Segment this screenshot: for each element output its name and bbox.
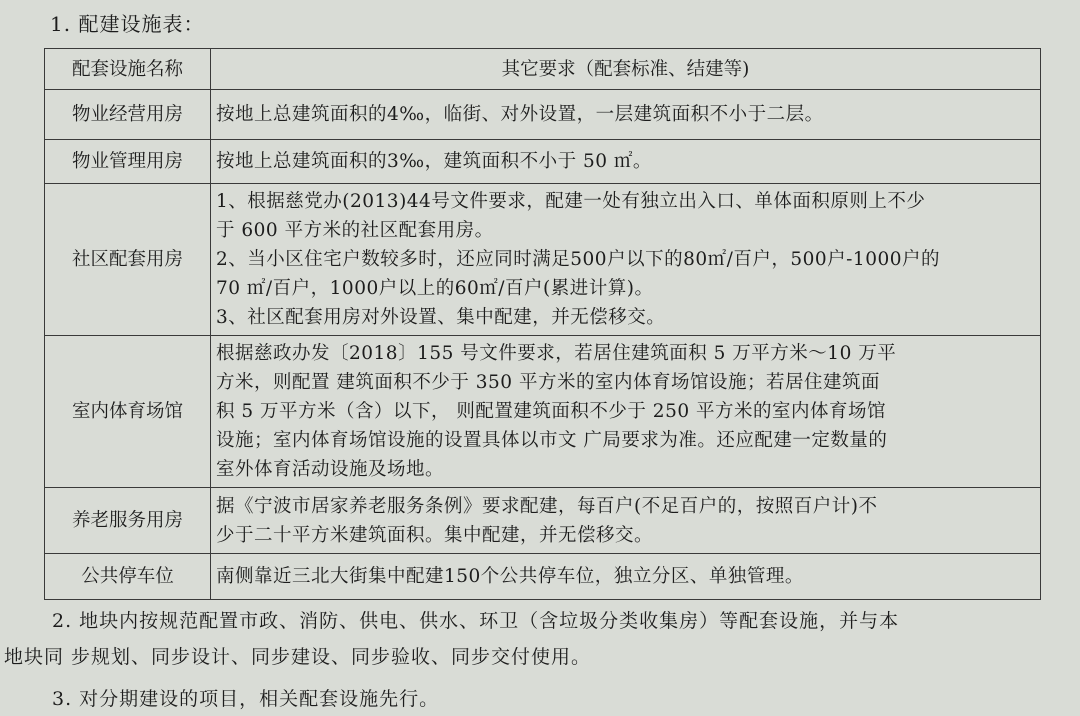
table-row [45, 90, 1041, 140]
requirement-line: 据《宁波市居家养老服务条例》要求配建，每百户(不足百户的，按照百户计)不 [216, 495, 878, 517]
requirement-line: 南侧靠近三北大街集中配建150个公共停车位，独立分区、单独管理。 [216, 566, 804, 587]
facility-name: 社区配套用房 [45, 184, 211, 336]
requirement-line: 方米，则配置 建筑面积不少于 350 平方米的室内体育场馆设施；若居住建筑面 [216, 372, 880, 393]
table-row [45, 488, 1041, 554]
table-row [45, 336, 1041, 488]
note-item-2-line-2: 地块同 步规划、同步设计、同步建设、同步验收、同步交付使用。 [4, 646, 592, 668]
facility-requirement [211, 184, 1041, 336]
requirement-line: 于 600 平方米的社区配套用房。 [216, 220, 494, 241]
requirement-line: 3、社区配套用房对外设置、集中配建，并无偿移交。 [216, 307, 666, 328]
facility-name: 养老服务用房 [45, 488, 211, 554]
facility-name: 公共停车位 [45, 554, 211, 600]
facilities-table [44, 48, 1041, 600]
facility-requirement [211, 488, 1041, 554]
facility-name: 物业管理用房 [45, 140, 211, 184]
requirement-line: 根据慈政办发〔2018〕155 号文件要求，若居住建筑面积 5 万平方米～10 万平 [216, 343, 897, 364]
note-item-2-line-1: 2. 地块内按规范配置市政、消防、供电、供水、环卫（含垃圾分类收集房）等配套设施，并与本 [52, 610, 900, 632]
requirement-line: 室外体育活动设施及场地。 [216, 459, 445, 480]
requirement-line: 2、当小区住宅户数较多时，还应同时满足500户以下的80㎡/百户，500户-1000户的 [216, 249, 940, 270]
facility-requirement [211, 336, 1041, 488]
facility-name: 室内体育场馆 [45, 336, 211, 488]
requirement-line: 少于二十平方米建筑面积。集中配建，并无偿移交。 [216, 524, 654, 546]
facility-requirement [211, 90, 1041, 140]
table-header-row [45, 49, 1041, 90]
requirement-line: 积 5 万平方米（含）以下， 则配置建筑面积不少于 250 平方米的室内体育场馆 [216, 401, 886, 422]
requirement-line: 设施；室内体育场馆设施的设置具体以市文 广局要求为准。还应配建一定数量的 [216, 430, 888, 451]
facility-name: 物业经营用房 [45, 90, 211, 140]
facility-requirement [211, 140, 1041, 184]
table-row [45, 140, 1041, 184]
requirement-line: 按地上总建筑面积的3‰，建筑面积不小于 50 ㎡。 [216, 151, 652, 172]
note-item-3: 3. 对分期建设的项目，相关配套设施先行。 [52, 688, 440, 710]
table-row [45, 184, 1041, 336]
header-facility-name: 配套设施名称 [45, 49, 211, 90]
section-title: 1. 配建设施表： [50, 12, 205, 36]
header-other-requirements: 其它要求（配套标准、结建等) [211, 49, 1041, 90]
table-row [45, 554, 1041, 600]
requirement-line: 1、根据慈党办(2013)44号文件要求，配建一处有独立出入口、单体面积原则上不少 [216, 191, 926, 212]
requirement-line: 70 ㎡/百户，1000户以上的60㎡/百户(累进计算)。 [216, 278, 654, 299]
requirement-line: 按地上总建筑面积的4‰，临街、对外设置，一层建筑面积不小于二层。 [216, 104, 824, 125]
facility-requirement [211, 554, 1041, 600]
